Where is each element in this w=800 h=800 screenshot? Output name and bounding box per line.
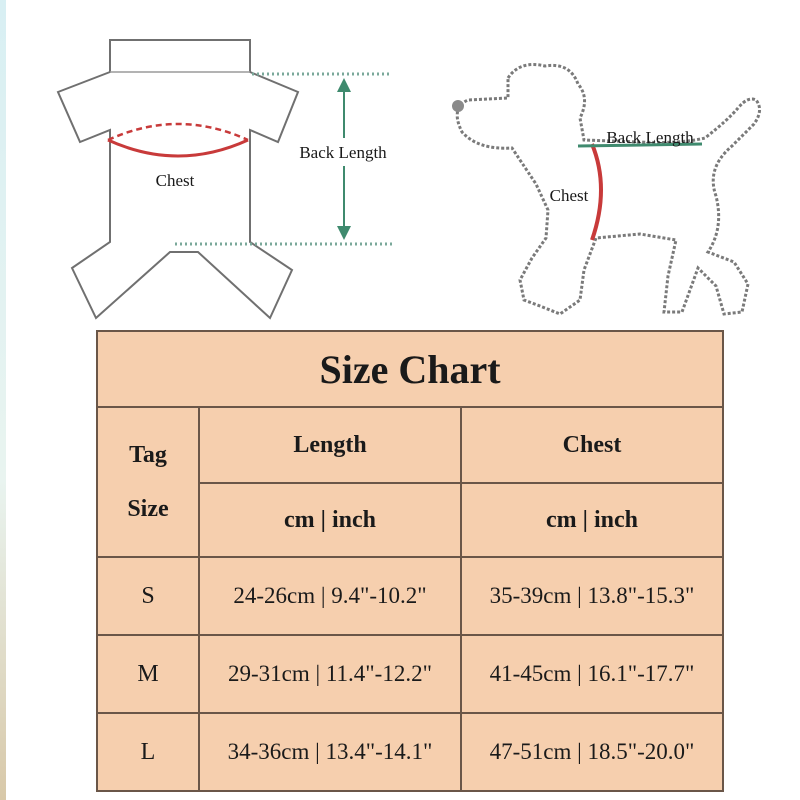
dog-nose-icon xyxy=(452,100,464,112)
measurement-diagram xyxy=(0,0,800,320)
size-chart-table xyxy=(96,330,724,792)
table-row xyxy=(97,635,723,713)
dog-back-length-label: Back Length xyxy=(606,128,694,147)
length-cell: 29-31cm | 11.4"-12.2" xyxy=(199,635,461,713)
dog-illustration xyxy=(452,65,760,315)
length-header: Length xyxy=(199,407,461,483)
dog-chest-line xyxy=(592,144,601,240)
size-chart-title: Size Chart xyxy=(97,331,723,407)
chest-header: Chest xyxy=(461,407,723,483)
dog-outline xyxy=(457,65,759,315)
chest-cell: 41-45cm | 16.1"-17.7" xyxy=(461,635,723,713)
garment-chest-label: Chest xyxy=(155,171,195,190)
length-cell: 34-36cm | 13.4"-14.1" xyxy=(199,713,461,791)
dog-chest-label: Chest xyxy=(549,186,589,205)
tag-header-line2: Size xyxy=(127,496,169,522)
chest-unit-header: cm | inch xyxy=(461,483,723,557)
garment-illustration xyxy=(58,40,402,318)
table-row xyxy=(97,557,723,635)
chest-cell: 35-39cm | 13.8"-15.3" xyxy=(461,557,723,635)
length-unit-header: cm | inch xyxy=(199,483,461,557)
chest-cell: 47-51cm | 18.5"-20.0" xyxy=(461,713,723,791)
size-cell: S xyxy=(97,557,199,635)
tag-size-header xyxy=(97,407,199,557)
length-cell: 24-26cm | 9.4"-10.2" xyxy=(199,557,461,635)
table-row xyxy=(97,713,723,791)
size-cell: L xyxy=(97,713,199,791)
garment-back-length-label: Back Length xyxy=(299,143,387,162)
size-cell: M xyxy=(97,635,199,713)
tag-header-line1: Tag xyxy=(129,442,167,468)
